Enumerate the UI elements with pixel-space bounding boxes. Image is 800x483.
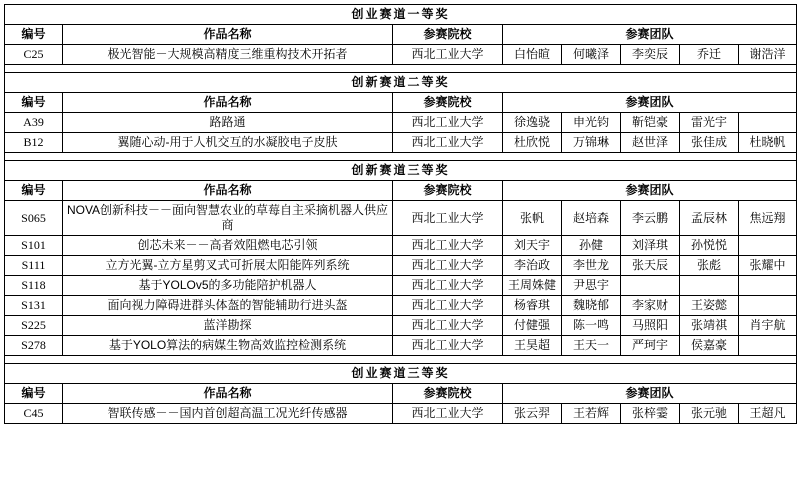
table-row xyxy=(5,133,797,153)
cell-member: 王昊超 xyxy=(503,336,562,356)
section-title-row xyxy=(5,364,797,384)
cell-member: 徐逸骁 xyxy=(503,113,562,133)
table-row xyxy=(5,316,797,336)
section-title-row xyxy=(5,73,797,93)
cell-school: 西北工业大学 xyxy=(393,45,503,65)
column-header-no: 编号 xyxy=(5,384,63,404)
section-title: 创新赛道三等奖 xyxy=(5,161,797,181)
column-header-school: 参赛院校 xyxy=(393,181,503,201)
cell-member: 张帆 xyxy=(503,201,562,236)
cell-work: 立方光翼-立方星剪叉式可折展太阳能阵列系统 xyxy=(63,256,393,276)
column-header-school: 参赛院校 xyxy=(393,25,503,45)
cell-member: 杜晓帆 xyxy=(739,133,797,153)
cell-member: 马照阳 xyxy=(621,316,680,336)
cell-member xyxy=(739,276,797,296)
cell-member: 张元驰 xyxy=(680,404,739,424)
cell-member: 张天辰 xyxy=(621,256,680,276)
table-row xyxy=(5,404,797,424)
table-row xyxy=(5,201,797,236)
column-header-team: 参赛团队 xyxy=(503,181,797,201)
column-header-school: 参赛院校 xyxy=(393,93,503,113)
cell-no: S118 xyxy=(5,276,63,296)
spacer-row xyxy=(5,153,797,161)
cell-member xyxy=(680,276,739,296)
award-table xyxy=(4,4,797,424)
cell-member: 严珂宇 xyxy=(621,336,680,356)
cell-work: 基于YOLOv5的多功能陪护机器人 xyxy=(63,276,393,296)
cell-no: A39 xyxy=(5,113,63,133)
cell-member xyxy=(739,336,797,356)
cell-member: 李奕辰 xyxy=(621,45,680,65)
column-header-no: 编号 xyxy=(5,181,63,201)
column-header-team: 参赛团队 xyxy=(503,384,797,404)
cell-member: 张佳成 xyxy=(680,133,739,153)
table-row xyxy=(5,113,797,133)
cell-member: 焦远翔 xyxy=(739,201,797,236)
table-row xyxy=(5,336,797,356)
table-row xyxy=(5,236,797,256)
table-header-row xyxy=(5,93,797,113)
cell-member: 杨睿琪 xyxy=(503,296,562,316)
cell-member: 万锦琳 xyxy=(562,133,621,153)
cell-no: S111 xyxy=(5,256,63,276)
cell-no: S131 xyxy=(5,296,63,316)
table-row xyxy=(5,256,797,276)
cell-work: 创芯未来－－高者效阻燃电芯引领 xyxy=(63,236,393,256)
cell-no: B12 xyxy=(5,133,63,153)
cell-school: 西北工业大学 xyxy=(393,296,503,316)
column-header-no: 编号 xyxy=(5,93,63,113)
spacer-row xyxy=(5,356,797,364)
cell-member: 白怡暄 xyxy=(503,45,562,65)
cell-school: 西北工业大学 xyxy=(393,256,503,276)
cell-member xyxy=(739,113,797,133)
cell-member: 王天一 xyxy=(562,336,621,356)
cell-member: 赵世泽 xyxy=(621,133,680,153)
cell-work: 智联传感－－国内首创超高温工况光纤传感器 xyxy=(63,404,393,424)
column-header-work: 作品名称 xyxy=(63,181,393,201)
cell-school: 西北工业大学 xyxy=(393,236,503,256)
cell-member: 何曦泽 xyxy=(562,45,621,65)
section-title: 创新赛道二等奖 xyxy=(5,73,797,93)
table-header-row xyxy=(5,181,797,201)
cell-member: 张梓霎 xyxy=(621,404,680,424)
cell-member: 陈一鸣 xyxy=(562,316,621,336)
cell-member: 靳铠豪 xyxy=(621,113,680,133)
cell-member: 尹思宇 xyxy=(562,276,621,296)
spacer-row xyxy=(5,65,797,73)
cell-school: 西北工业大学 xyxy=(393,201,503,236)
table-header-row xyxy=(5,25,797,45)
cell-member: 王若辉 xyxy=(562,404,621,424)
cell-member: 谢浩洋 xyxy=(739,45,797,65)
cell-no: C45 xyxy=(5,404,63,424)
section-spacer xyxy=(5,65,797,73)
column-header-work: 作品名称 xyxy=(63,384,393,404)
cell-member: 张耀中 xyxy=(739,256,797,276)
cell-work: 蓝洋勘探 xyxy=(63,316,393,336)
cell-member: 乔迁 xyxy=(680,45,739,65)
cell-work: 基于YOLO算法的病媒生物高效监控检测系统 xyxy=(63,336,393,356)
cell-member: 王姿懿 xyxy=(680,296,739,316)
cell-member: 侯嘉豪 xyxy=(680,336,739,356)
cell-member: 杜欣悦 xyxy=(503,133,562,153)
cell-member: 王周姝健 xyxy=(503,276,562,296)
award-list-document xyxy=(4,4,796,424)
cell-member: 申光钧 xyxy=(562,113,621,133)
cell-member: 孟辰林 xyxy=(680,201,739,236)
cell-member xyxy=(739,236,797,256)
cell-member: 王超凡 xyxy=(739,404,797,424)
table-row xyxy=(5,296,797,316)
cell-member: 刘天宇 xyxy=(503,236,562,256)
cell-no: S278 xyxy=(5,336,63,356)
cell-member: 魏晓郁 xyxy=(562,296,621,316)
cell-member: 张云羿 xyxy=(503,404,562,424)
cell-no: C25 xyxy=(5,45,63,65)
cell-school: 西北工业大学 xyxy=(393,133,503,153)
cell-work: NOVA创新科技－－面向智慧农业的草莓自主采摘机器人供应商 xyxy=(63,201,393,236)
section-title-row xyxy=(5,5,797,25)
cell-member: 李治政 xyxy=(503,256,562,276)
cell-member: 张靖祺 xyxy=(680,316,739,336)
cell-school: 西北工业大学 xyxy=(393,336,503,356)
cell-work: 面向视力障碍进群头体盔的智能辅助行进头盔 xyxy=(63,296,393,316)
column-header-work: 作品名称 xyxy=(63,93,393,113)
table-row xyxy=(5,276,797,296)
cell-member: 李家财 xyxy=(621,296,680,316)
column-header-school: 参赛院校 xyxy=(393,384,503,404)
cell-member: 刘泽琪 xyxy=(621,236,680,256)
cell-school: 西北工业大学 xyxy=(393,113,503,133)
table-header-row xyxy=(5,384,797,404)
column-header-no: 编号 xyxy=(5,25,63,45)
section-title-row xyxy=(5,161,797,181)
section-title: 创业赛道三等奖 xyxy=(5,364,797,384)
cell-no: S101 xyxy=(5,236,63,256)
cell-member: 张彪 xyxy=(680,256,739,276)
cell-member: 孙悦悦 xyxy=(680,236,739,256)
section-title: 创业赛道一等奖 xyxy=(5,5,797,25)
cell-member: 付健强 xyxy=(503,316,562,336)
column-header-team: 参赛团队 xyxy=(503,25,797,45)
cell-work: 路路通 xyxy=(63,113,393,133)
cell-no: S225 xyxy=(5,316,63,336)
column-header-work: 作品名称 xyxy=(63,25,393,45)
section-spacer xyxy=(5,153,797,161)
cell-member: 赵培森 xyxy=(562,201,621,236)
cell-member: 肖宇航 xyxy=(739,316,797,336)
cell-work: 极光智能－大规模高精度三维重构技术开拓者 xyxy=(63,45,393,65)
cell-school: 西北工业大学 xyxy=(393,276,503,296)
cell-member: 李云鹏 xyxy=(621,201,680,236)
cell-member xyxy=(739,296,797,316)
cell-member xyxy=(621,276,680,296)
section-spacer xyxy=(5,356,797,364)
table-row xyxy=(5,45,797,65)
cell-school: 西北工业大学 xyxy=(393,404,503,424)
cell-member: 孙健 xyxy=(562,236,621,256)
cell-no: S065 xyxy=(5,201,63,236)
cell-school: 西北工业大学 xyxy=(393,316,503,336)
column-header-team: 参赛团队 xyxy=(503,93,797,113)
cell-member: 雷光宇 xyxy=(680,113,739,133)
cell-member: 李世龙 xyxy=(562,256,621,276)
cell-work: 翼随心动-用于人机交互的水凝胶电子皮肤 xyxy=(63,133,393,153)
